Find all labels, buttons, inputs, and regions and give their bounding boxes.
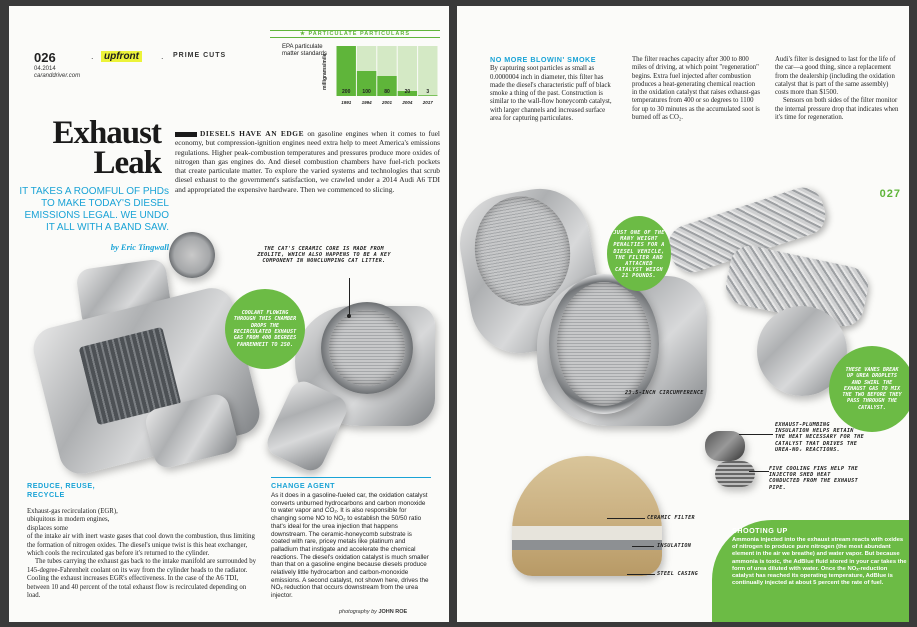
- particulate-bar-chart: [334, 42, 440, 106]
- bar-value-label: 100: [362, 89, 371, 95]
- callout-line: [739, 434, 773, 435]
- right-page: [457, 6, 909, 622]
- catalyst-ceramic-core: [329, 310, 405, 386]
- bar-category-label: 2017: [422, 100, 433, 105]
- bar-category-label: 1991: [341, 100, 352, 105]
- filter-cutaway-casing: [512, 540, 662, 550]
- particulate-chart-box: [270, 30, 440, 106]
- bar-category-label: 1994: [361, 100, 372, 105]
- separator-dot: .: [161, 51, 164, 61]
- callout-line: [749, 471, 769, 472]
- reduce-body: [27, 508, 257, 600]
- page-number: 026: [34, 50, 56, 65]
- label-steel-casing: STEEL CASING: [657, 571, 699, 577]
- callout-line: [607, 518, 645, 519]
- change-agent-box: [271, 477, 431, 600]
- right-column-1: [490, 56, 618, 123]
- section-name: PRIME CUTS: [173, 52, 227, 59]
- reduce-paragraph-1: [27, 508, 257, 558]
- bar-value-label: 3: [426, 89, 430, 95]
- reduce-title: REDUCE, REUSE, RECYCLE: [27, 481, 96, 499]
- sensors-paragraph: Sensors on both sides of the filter monitor the internal pressure drop that indicates when it's time for regeneration.: [775, 97, 899, 122]
- bar-2017: [418, 95, 437, 96]
- page-number-right: 027: [879, 188, 901, 200]
- bar-value-label: 80: [384, 89, 390, 95]
- regeneration-body: The filter reaches capacity after 300 to 800 miles of driving, at which point "regeneration" begins. Extra fuel injected after combustion produces a heat-generating chemical reaction in the oxidation catalyst that raises exhaust-gas temperatures from 400 or so degrees to 1100 for up to 30 minutes as the accumulated soot is burned off as CO₂.: [632, 56, 760, 122]
- website: caranddriver.com: [34, 73, 81, 80]
- intro-lead: DIESELS HAVE AN EDGE: [200, 129, 305, 138]
- headline-line-2: Leak: [93, 145, 161, 181]
- intro-body: on gasoline engines when it comes to fuel economy, but compression-ignition engines need extra help to meet America's emissions regulations. Higher peak-combustion temperatures and pressures produce more oxides of nitrogen than gas engines do. And diesel combustion chambers have fuel-rich pockets that create particulate matter. To explore the varied systems and technologies that scrub diesel exhaust to the government's satisfaction, we crawled under a 2014 Audi A6 TDI and appropriated the expensive hardware. Then we commenced to slicing.: [175, 129, 440, 194]
- chart-y-label: milligrams/mile: [322, 53, 328, 90]
- callout-line: [349, 278, 350, 316]
- right-column-2: [632, 56, 760, 122]
- reduce-paragraph-1-side: Exhaust-gas recirculation (EGR), ubiquitous in modern engines, displaces some: [27, 508, 118, 532]
- deck: IT TAKES A ROOMFUL OF PHDs TO MAKE TODAY'S DIESEL EMISSIONS LEGAL. WE UNDO IT ALL WITH A BAND SAW.: [19, 186, 169, 233]
- change-agent-body: As it does in a gasoline-fueled car, the oxidation catalyst converts unburned hydrocarbons and carbon monoxide to water vapor and CO₂. It is also responsible for changing some NO to NO₂ to establish the 50/50 ratio that's ideal for the urea injection that happens downstream. The ceramic-honeycomb substrate is coated with rare, pricey metals like platinum and palladium that instigate and accelerate the chemical reactions. The diesel's oxidation catalyst is much smaller than that on a gasoline engine because diesels produce relatively little hydrocarbon and carbon-monoxide emissions. A second catalyst, not shown here, drives the NOₓ reduction that occurs downstream from the urea injector.: [271, 492, 429, 600]
- intro-paragraph: [175, 129, 440, 194]
- change-agent-title: CHANGE AGENT: [271, 481, 336, 490]
- shooting-up-box: [712, 520, 909, 622]
- cooling-fins: [715, 461, 755, 487]
- callout-coolant: [225, 289, 305, 369]
- callout-dot: [347, 314, 351, 318]
- egr-inlet-ring: [169, 232, 215, 278]
- chart-heading: ★ PARTICULATE PARTICULARS: [270, 30, 440, 38]
- bar-category-label: 2001: [381, 100, 393, 105]
- photo-credit-name: JOHN ROE: [378, 609, 408, 615]
- headline-line-1: Exhaust: [52, 115, 161, 151]
- callout-coolant-text: COOLANT FLOWING THROUGH THIS CHAMBER DROPS THE RECIRCULATED EXHAUST GAS FROM 400 DEGREES FAHRENHEIT TO 250.: [233, 310, 297, 348]
- filter-face-front: [557, 282, 651, 406]
- callout-circumference: 23.5-INCH CIRCUMFERENCE: [625, 390, 704, 396]
- issue-date: 04.2014: [34, 66, 56, 72]
- left-page: [9, 6, 449, 622]
- callout-insulation: EXHAUST-PLUMBING INSULATION HELPS RETAIN THE HEAT NECESSARY FOR THE CATALYST THAT DRIVES THE UREA-NOₓ REACTIONS.: [775, 422, 865, 453]
- label-insulation: INSULATION: [657, 543, 692, 549]
- bar-value-label: 200: [342, 89, 351, 95]
- intro-bar: [175, 132, 197, 137]
- callout-cat-core: THE CAT'S CERAMIC CORE IS MADE FROM ZEOLITE, WHICH ALSO HAPPENS TO BE A KEY COMPONENT IN NONCLUMPING CAT LITTER.: [257, 246, 391, 265]
- shooting-up-title: SHOOTING UP: [732, 526, 788, 535]
- reduce-sidebar: [27, 481, 120, 501]
- callout-line: [632, 546, 654, 547]
- filter-life-paragraph: Audi's filter is designed to last for the life of the car—a good thing, since a replacement from the dealership (including the oxidation catalyst that is part of the same assembly) costs more than $1500.: [775, 56, 896, 97]
- photo-credit: [339, 609, 407, 615]
- issue-info: [34, 66, 80, 80]
- no-more-smoke-body: By capturing soot particles as small as 0.0000004 inch in diameter, this filter has made the diesel's characteristic puff of black smoke a thing of the past. Construction is similar to the wall-flow honeycomb catalyst, with larger channels and increased surface area for capturing particulates.: [490, 65, 612, 123]
- callout-line: [627, 574, 655, 575]
- right-column-3: [775, 56, 903, 122]
- filter-cutaway-insulation: [512, 526, 662, 540]
- reduce-paragraph-2: The tubes carrying the exhaust gas back to the intake manifold are surrounded by 145-degree-Fahrenheit coolant on its way from the cylinder heads to the radiator. Cooling the exhaust increases EGR's effectiveness. In the case of the A6 TDI, between 10 and 40 percent of the total exhaust flow is recirculated depending on load.: [27, 558, 257, 600]
- bar-value-label: 20: [404, 89, 411, 95]
- chart-label: EPA particulate matter standards: [282, 44, 328, 58]
- byline: by Eric Tingwall: [110, 242, 169, 252]
- bar-category-label: 2004: [402, 100, 413, 105]
- filter-cutaway: [512, 456, 662, 576]
- separator-dot: .: [91, 51, 94, 61]
- callout-vanes: [829, 346, 909, 432]
- shooting-up-body: Ammonia injected into the exhaust stream reacts with oxides of nitrogen to produce pure nitrogen (the most abundant element in the air we breathe) and water vapor. But because ammonia is toxic, the AdBlue fluid stored in your car takes the form of urea diluted with water. Once the NOₓ-reduction catalyst has reached its operating temperature, AdBlue is continually injected at about 5 percent the rate of fuel.: [732, 537, 907, 587]
- label-ceramic-filter: CERAMIC FILTER: [647, 515, 695, 521]
- reduce-paragraph-1-full: of the intake air with inert waste gases that cool down the combustion, thus limiting the formation of nitrogen oxides. The diesel's unique twist is this heat exchanger, which cools the recirculated gas before it's returned to the cylinder.: [27, 533, 255, 558]
- photo-credit-prefix: photography by: [339, 609, 377, 615]
- no-more-smoke-title: NO MORE BLOWIN' SMOKE: [490, 55, 597, 64]
- callout-weight-penalties: JUST ONE OF THE MANY WEIGHT PENALTIES FOR A DIESEL VEHICLE, THE FILTER AND ATTACHED CATALYST WEIGH 21 POUNDS.: [607, 216, 671, 291]
- callout-vanes-text: THESE VANES BREAK UP UREA DROPLETS AND SWIRL THE EXHAUST GAS TO MIX THE TWO BEFORE THEY PASS THROUGH THE CATALYST.: [842, 366, 902, 411]
- section-tag: upfront: [101, 51, 142, 62]
- headline: [31, 115, 161, 181]
- callout-cooling-fins: FIVE COOLING FINS HELP THE INJECTOR SHED HEAT CONDUCTED FROM THE EXHAUST PIPE.: [769, 466, 859, 491]
- urea-injector: [705, 431, 745, 461]
